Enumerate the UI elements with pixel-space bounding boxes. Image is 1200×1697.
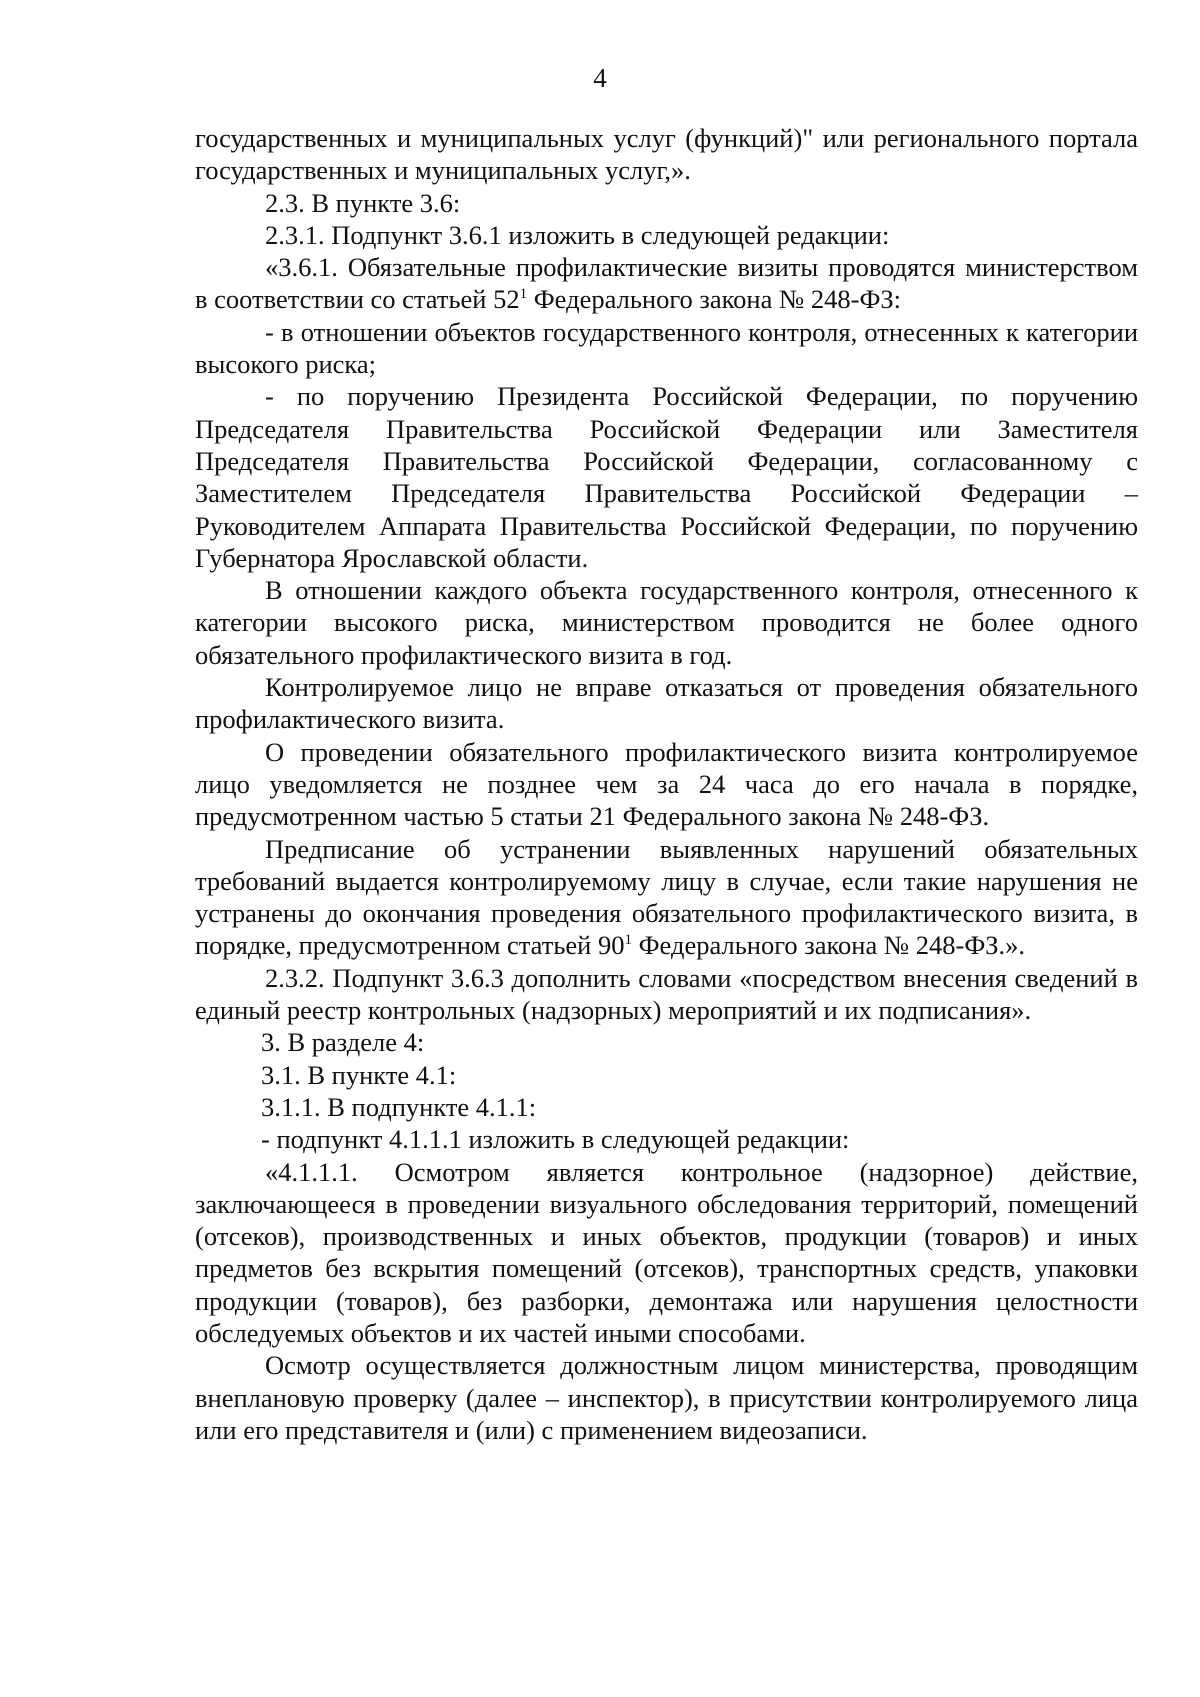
paragraph-prescription-tail: Федерального закона № 248-ФЗ.». [632, 930, 1026, 961]
page-number: 4 [593, 63, 607, 93]
paragraph-section-3: 3. В разделе 4: [261, 1027, 425, 1058]
paragraph-continuation: государственных и муниципальных услуг (функций)" или регионального портала государственных и муниципальных услуг,». [195, 123, 1138, 186]
superscript-article-90: 1 [624, 932, 632, 949]
paragraph-prescription [195, 833, 1138, 962]
paragraph-notification: О проведении обязательного профилактического визита контролируемое лицо уведомляется не позднее чем за 24 часа до его начала в порядке, предусмотренном частью 5 статьи 21 Федерального закона № 248-ФЗ. [195, 736, 1138, 832]
document-body [195, 122, 1138, 1446]
superscript-article-52: 1 [519, 286, 528, 303]
paragraph-4-1-1-1: «4.1.1.1. Осмотром является контрольное (надзорное) действие, заключающееся в проведении визуального обследования территорий, помещений (отсеков), производственных и иных объектов, продукции (товаров) и иных предметов без вскрытия помещений (отсеков), транспортных средств, упаковки продукции (товаров), без разборки, демонтажа или нарушения целостности обследуемых объектов и их частей иными способами. [195, 1156, 1138, 1348]
paragraph-no-refusal: Контролируемое лицо не вправе отказаться от проведения обязательного профилактического визита. [195, 672, 1138, 735]
list-item-4-1-1-1: - подпункт 4.1.1.1 изложить в следующей редакции: [261, 1124, 850, 1155]
paragraph-3-1-1: 3.1.1. В подпункте 4.1.1: [261, 1091, 537, 1122]
paragraph-prescription-text: Предписание об устранении выявленных нарушений обязательных требований выдается контролируемому лицу в случае, если такие нарушения не устранены до окончания проведения обязательного профилактического визита, в порядке, предусмотренном статьей 90 [195, 833, 1138, 961]
list-item-high-risk: - в отношении объектов государственного контроля, отнесенных к категории высокого риска; [195, 316, 1138, 380]
paragraph-2-3-1: 2.3.1. Подпункт 3.6.1 изложить в следующей редакции: [265, 219, 890, 250]
paragraph-3-6-1-text: «3.6.1. Обязательные профилактические визиты проводятся министерством в соответствии со статьей 52 [195, 252, 1138, 315]
paragraph-2-3-2: 2.3.2. Подпункт 3.6.3 дополнить словами «посредством внесения сведений в единый реестр контрольных (надзорных) мероприятий и их подписания». [195, 962, 1138, 1026]
paragraph-3-6-1-tail: Федерального закона № 248-ФЗ: [527, 284, 902, 315]
paragraph-visit-frequency: В отношении каждого объекта государственного контроля, отнесенного к категории высокого риска, министерством проводится не более одного обязательного профилактического визита в год. [195, 575, 1138, 670]
paragraph-3-1: 3.1. В пункте 4.1: [261, 1059, 457, 1090]
paragraph-inspection: Осмотр осуществляется должностным лицом министерства, проводящим внеплановую проверку (далее – инспектор), в присутствии контролируемого лица или его представителя и (или) с применением видеозаписи. [195, 1350, 1138, 1445]
paragraph-2-3: 2.3. В пункте 3.6: [265, 187, 461, 218]
paragraph-3-6-1 [195, 251, 1138, 316]
list-item-instruction: - по поручению Президента Российской Федерации, по поручению Председателя Правительства Российской Федерации или Заместителя Председателя Правительства Российской Федерации, согласованному с Заместителем Председателя Правительства Российской Федерации – Руководителем Аппарата Правительства Российской Федерации, по поручению Губернатора Ярославской области. [195, 381, 1138, 573]
